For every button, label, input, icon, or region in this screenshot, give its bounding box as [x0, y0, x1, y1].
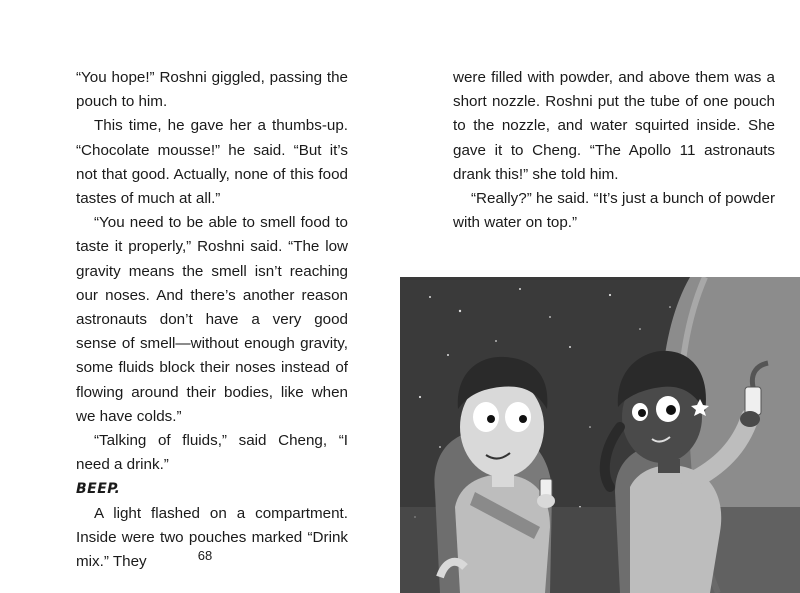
astronauts-drinking-illustration: [400, 277, 800, 593]
illustration: [400, 277, 800, 593]
paragraph: were filled with powder, and above them was a short nozzle. Roshni put the tube of one pouch to the nozzle, and water squirted inside. She gave it to Cheng. “The Apollo 11 astronauts drank this!” she told him.: [453, 69, 775, 183]
paragraph: “You need to be able to smell food to taste it properly,” Roshni said. “The low gravity means the smell isn’t reaching our noses. And there’s another reason astronauts don’t have a very good sense of smell—without enough gravity, some fluids block their noses instead of flowing around their bodies, like when we have colds.”: [76, 214, 348, 425]
paragraph: “Talking of fluids,” said Cheng, “I need a drink.”: [76, 432, 348, 474]
paragraph: “You hope!” Roshni giggled, passing the pouch to him.: [76, 69, 348, 111]
page-number: 68: [197, 548, 213, 563]
right-text-column: [453, 66, 775, 235]
paragraph: A light flashed on a compartment. Inside were two pouches marked “Drink mix.” They: [76, 504, 348, 571]
left-text-column: [76, 66, 348, 574]
paragraph: This time, he gave her a thumbs-up. “Chocolate mousse!” he said. “But it’s not that good. Actually, none of this food tastes of much at all.”: [76, 117, 348, 208]
paragraph: “Really?” he said. “It’s just a bunch of powder with water on top.”: [453, 190, 775, 232]
sound-effect: BEEP.: [76, 481, 121, 498]
